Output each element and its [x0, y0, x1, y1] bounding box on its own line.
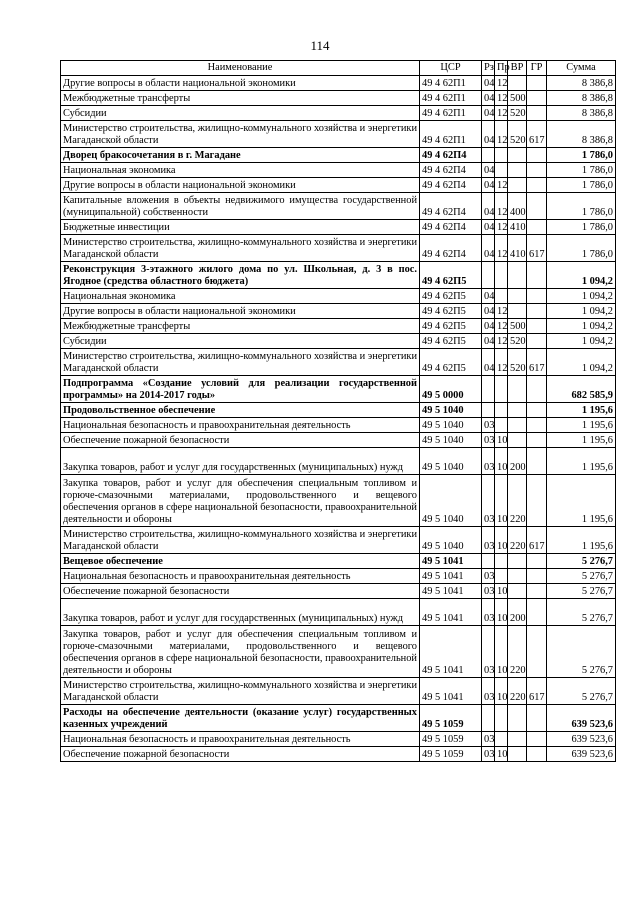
cell-pr — [495, 376, 508, 403]
cell-vr: 220 — [508, 678, 527, 705]
cell-gr — [527, 475, 547, 527]
cell-sum: 5 276,7 — [547, 584, 616, 599]
cell-csr: 49 4 62П4 — [420, 178, 482, 193]
cell-gr — [527, 91, 547, 106]
cell-rz: 03 — [482, 569, 495, 584]
table-row — [61, 319, 616, 334]
cell-sum: 1 195,6 — [547, 403, 616, 418]
cell-sum: 639 523,6 — [547, 747, 616, 762]
cell-rz: 04 — [482, 220, 495, 235]
table-row — [61, 678, 616, 705]
cell-gr: 617 — [527, 235, 547, 262]
cell-gr — [527, 304, 547, 319]
cell-name: Дворец бракосочетания в г. Магадане — [61, 148, 420, 163]
header-vr: ВР — [508, 61, 527, 76]
cell-pr — [495, 705, 508, 732]
table-row — [61, 220, 616, 235]
cell-sum: 1 195,6 — [547, 448, 616, 475]
cell-gr — [527, 289, 547, 304]
cell-rz: 04 — [482, 91, 495, 106]
cell-gr — [527, 262, 547, 289]
table-row — [61, 475, 616, 527]
cell-csr: 49 5 1059 — [420, 732, 482, 747]
cell-gr — [527, 569, 547, 584]
budget-table — [60, 60, 616, 762]
cell-csr: 49 4 62П5 — [420, 304, 482, 319]
cell-csr: 49 4 62П5 — [420, 334, 482, 349]
cell-gr — [527, 106, 547, 121]
table-row — [61, 262, 616, 289]
cell-rz — [482, 148, 495, 163]
cell-name: Продовольственное обеспечение — [61, 403, 420, 418]
cell-name: Министерство строительства, жилищно-коммунального хозяйства и энергетики Магаданской области — [61, 349, 420, 376]
header-sum: Сумма — [547, 61, 616, 76]
cell-name: Реконструкция 3-этажного жилого дома по ул. Школьная, д. 3 в пос. Ягодное (средства областного бюджета) — [61, 262, 420, 289]
cell-rz: 04 — [482, 334, 495, 349]
cell-gr — [527, 334, 547, 349]
cell-name: Другие вопросы в области национальной экономики — [61, 76, 420, 91]
cell-pr: 10 — [495, 448, 508, 475]
cell-pr — [495, 289, 508, 304]
table-row — [61, 91, 616, 106]
table-row — [61, 349, 616, 376]
cell-gr — [527, 403, 547, 418]
cell-vr — [508, 418, 527, 433]
cell-pr — [495, 732, 508, 747]
cell-pr — [495, 403, 508, 418]
cell-name: Закупка товаров, работ и услуг для государственных (муниципальных) нужд — [61, 448, 420, 475]
cell-sum: 5 276,7 — [547, 678, 616, 705]
cell-csr: 49 4 62П5 — [420, 319, 482, 334]
cell-vr: 520 — [508, 349, 527, 376]
table-row — [61, 193, 616, 220]
cell-name: Субсидии — [61, 334, 420, 349]
page-number: 114 — [310, 38, 330, 53]
cell-sum: 1 094,2 — [547, 334, 616, 349]
cell-gr — [527, 448, 547, 475]
cell-pr: 10 — [495, 747, 508, 762]
cell-sum: 5 276,7 — [547, 569, 616, 584]
cell-gr — [527, 705, 547, 732]
cell-csr: 49 4 62П1 — [420, 76, 482, 91]
table-row — [61, 106, 616, 121]
cell-pr: 12 — [495, 91, 508, 106]
cell-rz: 04 — [482, 121, 495, 148]
cell-rz: 04 — [482, 106, 495, 121]
cell-rz — [482, 403, 495, 418]
cell-sum: 1 786,0 — [547, 148, 616, 163]
cell-name: Субсидии — [61, 106, 420, 121]
cell-name: Национальная экономика — [61, 163, 420, 178]
cell-pr — [495, 418, 508, 433]
cell-rz: 03 — [482, 448, 495, 475]
cell-vr: 400 — [508, 193, 527, 220]
cell-csr: 49 5 0000 — [420, 376, 482, 403]
cell-gr — [527, 418, 547, 433]
cell-csr: 49 4 62П1 — [420, 121, 482, 148]
table-row — [61, 178, 616, 193]
header-name: Наименование — [61, 61, 420, 76]
cell-csr: 49 4 62П4 — [420, 235, 482, 262]
cell-name: Межбюджетные трансферты — [61, 91, 420, 106]
table-row — [61, 76, 616, 91]
cell-vr — [508, 584, 527, 599]
table-row — [61, 433, 616, 448]
cell-rz — [482, 705, 495, 732]
cell-sum: 1 094,2 — [547, 289, 616, 304]
cell-vr — [508, 403, 527, 418]
cell-rz: 04 — [482, 349, 495, 376]
cell-name: Закупка товаров, работ и услуг для обеспечения специальным топливом и горюче-смазочными материалами, продовольственного и вещевого обеспечения органов в сфере национальной безопасности, правоохранительной деятельности и обороны — [61, 475, 420, 527]
cell-gr — [527, 220, 547, 235]
cell-rz: 04 — [482, 178, 495, 193]
cell-pr: 12 — [495, 220, 508, 235]
cell-csr: 49 5 1041 — [420, 554, 482, 569]
cell-name: Бюджетные инвестиции — [61, 220, 420, 235]
cell-vr: 500 — [508, 91, 527, 106]
cell-csr: 49 5 1040 — [420, 475, 482, 527]
cell-name: Закупка товаров, работ и услуг для государственных (муниципальных) нужд — [61, 599, 420, 626]
cell-vr: 520 — [508, 334, 527, 349]
cell-name: Министерство строительства, жилищно-коммунального хозяйства и энергетики Магаданской области — [61, 678, 420, 705]
cell-sum: 1 094,2 — [547, 304, 616, 319]
cell-csr: 49 5 1041 — [420, 584, 482, 599]
cell-sum: 5 276,7 — [547, 626, 616, 678]
cell-sum: 5 276,7 — [547, 554, 616, 569]
table-row — [61, 121, 616, 148]
cell-sum: 1 195,6 — [547, 475, 616, 527]
cell-name: Национальная безопасность и правоохранительная деятельность — [61, 732, 420, 747]
cell-rz: 03 — [482, 418, 495, 433]
cell-name: Национальная безопасность и правоохранительная деятельность — [61, 569, 420, 584]
cell-csr: 49 4 62П4 — [420, 193, 482, 220]
cell-pr — [495, 262, 508, 289]
cell-vr — [508, 304, 527, 319]
cell-gr — [527, 163, 547, 178]
cell-sum: 1 786,0 — [547, 235, 616, 262]
cell-vr — [508, 163, 527, 178]
table-row — [61, 569, 616, 584]
cell-pr: 12 — [495, 349, 508, 376]
cell-csr: 49 4 62П1 — [420, 91, 482, 106]
cell-sum: 8 386,8 — [547, 91, 616, 106]
cell-csr: 49 5 1059 — [420, 705, 482, 732]
cell-name: Другие вопросы в области национальной экономики — [61, 304, 420, 319]
table-row — [61, 418, 616, 433]
cell-csr: 49 5 1041 — [420, 569, 482, 584]
cell-csr: 49 4 62П4 — [420, 148, 482, 163]
table-row — [61, 554, 616, 569]
header-rz: Рз — [482, 61, 495, 76]
cell-pr: 10 — [495, 433, 508, 448]
cell-sum: 1 094,2 — [547, 262, 616, 289]
table-row — [61, 304, 616, 319]
cell-csr: 49 4 62П5 — [420, 262, 482, 289]
cell-csr: 49 4 62П4 — [420, 163, 482, 178]
cell-pr: 12 — [495, 193, 508, 220]
cell-pr: 10 — [495, 527, 508, 554]
cell-name: Расходы на обеспечение деятельности (оказание услуг) государственных казенных учреждений — [61, 705, 420, 732]
table-row — [61, 448, 616, 475]
cell-rz: 04 — [482, 319, 495, 334]
cell-pr: 10 — [495, 599, 508, 626]
table-row — [61, 584, 616, 599]
cell-gr — [527, 433, 547, 448]
cell-gr — [527, 193, 547, 220]
cell-gr — [527, 376, 547, 403]
cell-vr: 220 — [508, 527, 527, 554]
cell-sum: 1 195,6 — [547, 433, 616, 448]
header-csr: ЦСР — [420, 61, 482, 76]
cell-csr: 49 5 1059 — [420, 747, 482, 762]
cell-gr — [527, 178, 547, 193]
cell-rz: 03 — [482, 678, 495, 705]
cell-name: Обеспечение пожарной безопасности — [61, 747, 420, 762]
cell-sum: 1 195,6 — [547, 418, 616, 433]
cell-gr — [527, 584, 547, 599]
table-row — [61, 626, 616, 678]
cell-pr — [495, 148, 508, 163]
cell-name: Подпрограмма «Создание условий для реализации государственной программы» на 2014-2017 годы» — [61, 376, 420, 403]
cell-name: Закупка товаров, работ и услуг для обеспечения специальным топливом и горюче-смазочными материалами, продовольственного и вещевого обеспечения органов в сфере национальной безопасности, правоохранительной деятельности и обороны — [61, 626, 420, 678]
cell-vr — [508, 732, 527, 747]
cell-sum: 1 195,6 — [547, 527, 616, 554]
cell-name: Обеспечение пожарной безопасности — [61, 584, 420, 599]
cell-rz: 03 — [482, 747, 495, 762]
cell-vr: 220 — [508, 626, 527, 678]
cell-name: Межбюджетные трансферты — [61, 319, 420, 334]
cell-csr: 49 5 1040 — [420, 433, 482, 448]
cell-sum: 5 276,7 — [547, 599, 616, 626]
cell-rz — [482, 554, 495, 569]
cell-vr — [508, 433, 527, 448]
cell-csr: 49 5 1041 — [420, 626, 482, 678]
cell-csr: 49 4 62П5 — [420, 289, 482, 304]
cell-gr — [527, 732, 547, 747]
cell-rz: 04 — [482, 193, 495, 220]
cell-rz: 04 — [482, 163, 495, 178]
cell-gr — [527, 319, 547, 334]
cell-vr: 520 — [508, 121, 527, 148]
cell-pr: 10 — [495, 626, 508, 678]
cell-csr: 49 5 1040 — [420, 527, 482, 554]
cell-pr: 12 — [495, 235, 508, 262]
cell-vr — [508, 178, 527, 193]
cell-sum: 1 094,2 — [547, 319, 616, 334]
cell-gr — [527, 554, 547, 569]
header-gr: ГР — [527, 61, 547, 76]
cell-rz: 04 — [482, 235, 495, 262]
cell-name: Капитальные вложения в объекты недвижимого имущества государственной (муниципальной) собственности — [61, 193, 420, 220]
table-row — [61, 334, 616, 349]
table-row — [61, 235, 616, 262]
cell-vr: 500 — [508, 319, 527, 334]
cell-csr: 49 5 1041 — [420, 599, 482, 626]
cell-sum: 1 094,2 — [547, 349, 616, 376]
cell-csr: 49 5 1040 — [420, 418, 482, 433]
cell-vr: 410 — [508, 220, 527, 235]
table-row — [61, 289, 616, 304]
cell-vr: 220 — [508, 475, 527, 527]
cell-name: Другие вопросы в области национальной экономики — [61, 178, 420, 193]
cell-name: Министерство строительства, жилищно-коммунального хозяйства и энергетики Магаданской области — [61, 121, 420, 148]
cell-gr — [527, 747, 547, 762]
cell-vr: 520 — [508, 106, 527, 121]
cell-pr: 12 — [495, 178, 508, 193]
cell-pr — [495, 569, 508, 584]
cell-vr: 200 — [508, 448, 527, 475]
cell-pr: 12 — [495, 334, 508, 349]
cell-rz: 03 — [482, 433, 495, 448]
cell-vr — [508, 569, 527, 584]
cell-name: Обеспечение пожарной безопасности — [61, 433, 420, 448]
cell-gr — [527, 599, 547, 626]
table-row — [61, 732, 616, 747]
cell-vr — [508, 289, 527, 304]
cell-sum: 8 386,8 — [547, 76, 616, 91]
cell-rz — [482, 262, 495, 289]
cell-vr — [508, 76, 527, 91]
cell-rz — [482, 376, 495, 403]
header-pr: Пр — [495, 61, 508, 76]
cell-sum: 639 523,6 — [547, 705, 616, 732]
table-body — [61, 76, 616, 762]
cell-pr: 12 — [495, 106, 508, 121]
table-row — [61, 599, 616, 626]
table-header-row — [61, 61, 616, 76]
cell-sum: 1 786,0 — [547, 178, 616, 193]
cell-vr — [508, 262, 527, 289]
cell-pr: 10 — [495, 475, 508, 527]
cell-pr: 12 — [495, 76, 508, 91]
cell-gr: 617 — [527, 349, 547, 376]
cell-pr: 12 — [495, 121, 508, 148]
cell-rz: 03 — [482, 626, 495, 678]
cell-name: Вещевое обеспечение — [61, 554, 420, 569]
cell-vr: 410 — [508, 235, 527, 262]
table-row — [61, 163, 616, 178]
cell-gr: 617 — [527, 527, 547, 554]
cell-pr: 10 — [495, 678, 508, 705]
cell-vr: 200 — [508, 599, 527, 626]
cell-sum: 8 386,8 — [547, 121, 616, 148]
cell-gr: 617 — [527, 678, 547, 705]
cell-pr — [495, 554, 508, 569]
cell-pr: 12 — [495, 304, 508, 319]
table-row — [61, 403, 616, 418]
cell-pr — [495, 163, 508, 178]
cell-vr — [508, 148, 527, 163]
cell-vr — [508, 376, 527, 403]
cell-vr — [508, 554, 527, 569]
cell-rz: 03 — [482, 599, 495, 626]
cell-sum: 639 523,6 — [547, 732, 616, 747]
cell-rz: 03 — [482, 584, 495, 599]
cell-vr — [508, 747, 527, 762]
cell-sum: 8 386,8 — [547, 106, 616, 121]
cell-name: Национальная экономика — [61, 289, 420, 304]
table-row — [61, 527, 616, 554]
cell-gr — [527, 148, 547, 163]
cell-rz: 03 — [482, 732, 495, 747]
cell-name: Национальная безопасность и правоохранительная деятельность — [61, 418, 420, 433]
cell-sum: 1 786,0 — [547, 220, 616, 235]
cell-vr — [508, 705, 527, 732]
cell-gr: 617 — [527, 121, 547, 148]
cell-csr: 49 5 1041 — [420, 678, 482, 705]
table-row — [61, 376, 616, 403]
table-row — [61, 148, 616, 163]
cell-name: Министерство строительства, жилищно-коммунального хозяйства и энергетики Магаданской области — [61, 235, 420, 262]
cell-name: Министерство строительства, жилищно-коммунального хозяйства и энергетики Магаданской области — [61, 527, 420, 554]
table-row — [61, 705, 616, 732]
cell-gr — [527, 626, 547, 678]
cell-csr: 49 4 62П5 — [420, 349, 482, 376]
cell-pr: 10 — [495, 584, 508, 599]
cell-sum: 1 786,0 — [547, 193, 616, 220]
cell-sum: 1 786,0 — [547, 163, 616, 178]
cell-rz: 04 — [482, 76, 495, 91]
cell-csr: 49 5 1040 — [420, 448, 482, 475]
cell-pr: 12 — [495, 319, 508, 334]
table-row — [61, 747, 616, 762]
cell-rz: 03 — [482, 475, 495, 527]
cell-sum: 682 585,9 — [547, 376, 616, 403]
cell-csr: 49 4 62П4 — [420, 220, 482, 235]
cell-csr: 49 5 1040 — [420, 403, 482, 418]
cell-rz: 04 — [482, 304, 495, 319]
cell-rz: 03 — [482, 527, 495, 554]
cell-rz: 04 — [482, 289, 495, 304]
cell-gr — [527, 76, 547, 91]
cell-csr: 49 4 62П1 — [420, 106, 482, 121]
